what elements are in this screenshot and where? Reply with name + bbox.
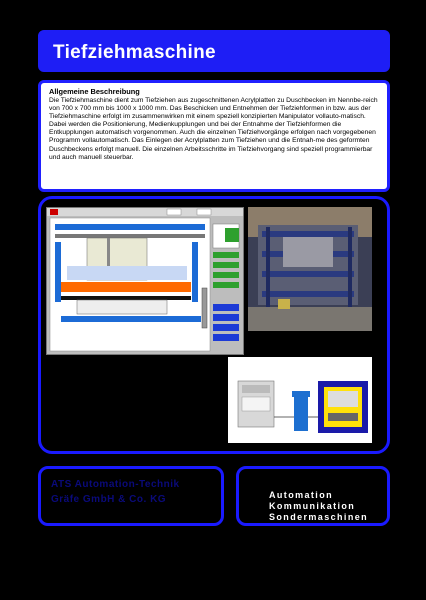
hmi-screen-image	[46, 207, 244, 355]
machine-photo	[248, 207, 372, 331]
description-panel	[38, 80, 390, 192]
company-panel	[38, 466, 224, 526]
service-automation: Automation	[269, 490, 333, 500]
service-sondermaschinen: Sondermaschinen	[269, 512, 369, 522]
description-body: Die Tiefziehmaschine dient zum Tiefziehen aus zugeschnittenen Acrylplatten zu Duschbecken im Nennbe-reich von 700 x 700 mm bis 1000 x 1000 mm. Das Beschicken und Entnehmen der Tiefziehformen in bzw. aus der Tiefziehmaschine erfolgt im zusammenwirken mit einem speziell konzipierten Manipulator vollauto-matisch. Dabei werden die Positionierung, Medienkupplungen und bei der Entnahme der Tiefziehformen die Entkupplungen automatisch vorgenommen. Auch die einzelnen Tiefziehvorgänge erfolgen nach vorgegebenen Programm vollautomatisch. Das Einlegen der Acrylplatten zum Tiefziehen und die Entnah-me des geformten Duschbeckens erfolgt manuell. Die einzelnen Arbeitsschritte im Tiefziehvorgang sind speziell programmierbar und auch manuell steuerbar.	[49, 97, 378, 161]
services-panel	[236, 466, 390, 526]
service-kommunikation: Kommunikation	[269, 501, 356, 511]
page-title: Tiefziehmaschine	[53, 42, 216, 63]
company-name-line-1: ATS Automation-Technik	[51, 479, 180, 490]
title-banner	[38, 30, 390, 72]
company-name-line-2: Gräfe GmbH & Co. KG	[51, 494, 167, 505]
system-diagram	[228, 357, 372, 443]
description-heading: Allgemeine Beschreibung	[49, 87, 140, 96]
